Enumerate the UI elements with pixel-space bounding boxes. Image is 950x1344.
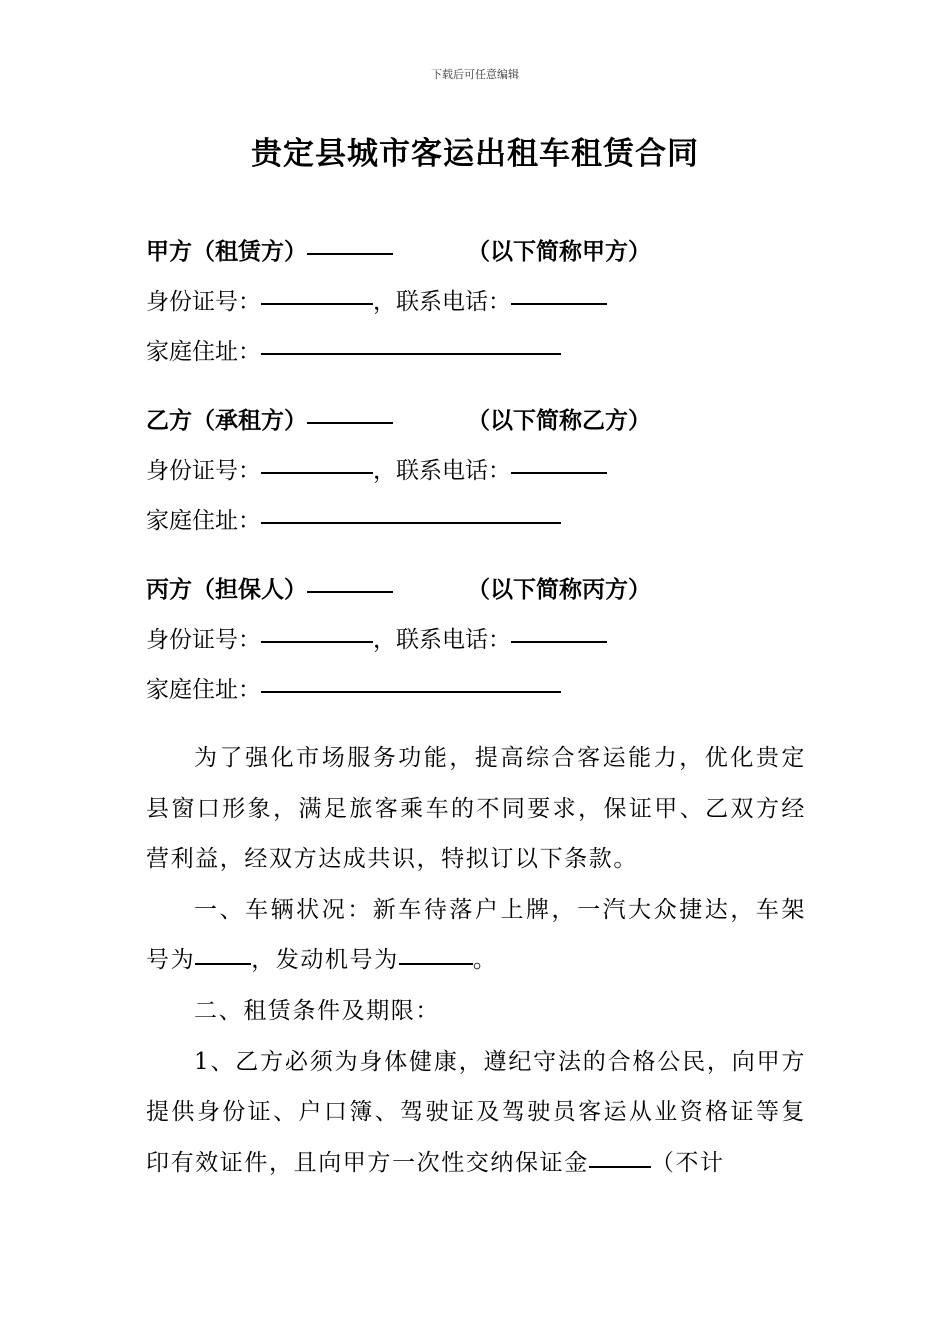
engine-number-blank[interactable] <box>399 933 473 965</box>
party-c-id-line <box>146 611 826 661</box>
party-a-phone-blank[interactable] <box>511 269 607 305</box>
party-c-id-label: 身份证号： <box>146 627 261 653</box>
header-note: 下载后可任意编辑 <box>431 68 519 81</box>
separator: ， <box>373 458 396 484</box>
party-b-heading <box>146 392 826 442</box>
party-c-phone-blank[interactable] <box>511 607 607 643</box>
party-c-id-blank[interactable] <box>261 607 373 643</box>
clause-2-heading: 二、租赁条件及期限： <box>194 997 440 1024</box>
party-c-address-line <box>146 661 826 711</box>
party-a-phone-label: 联系电话： <box>396 289 511 315</box>
intro-paragraph: 为了强化市场服务功能，提高综合客运能力，优化贵定县窗口形象，满足旅客乘车的不同要求，保证甲、乙双方经营利益，经双方达成共识，特拟订以下条款。 <box>146 745 806 873</box>
deposit-blank[interactable] <box>589 1136 651 1168</box>
party-c-address-label: 家庭住址： <box>146 677 261 703</box>
clause-1-text-a: 一、车辆状况：新车待落户上牌，一汽大众捷达，车架号为 <box>146 896 806 974</box>
separator: ， <box>373 627 396 653</box>
party-c-block <box>146 561 826 711</box>
party-b-name-blank[interactable] <box>307 388 393 424</box>
contract-body <box>146 733 806 1188</box>
party-b-id-label: 身份证号： <box>146 458 261 484</box>
clause-2-1-text-a: 1、乙方必须为身体健康，遵纪守法的合格公民，向甲方提供身份证、户口簿、驾驶证及驾驶员客运从业资格证等复印有效证件，且向甲方一次性交纳保证金 <box>146 1048 806 1176</box>
clause-2-1-text-b: （不计 <box>650 1149 725 1176</box>
document-title: 贵定县城市客运出租车租赁合同 <box>251 136 699 172</box>
separator: ， <box>373 289 396 315</box>
party-a-heading <box>146 223 826 273</box>
party-c-address-blank[interactable] <box>261 657 561 693</box>
party-b-address-line <box>146 492 826 542</box>
party-a-address-blank[interactable] <box>261 319 561 355</box>
party-a-id-label: 身份证号： <box>146 289 261 315</box>
party-b-id-blank[interactable] <box>261 438 373 474</box>
party-b-label: 乙方（承租方） <box>146 407 307 434</box>
clause-1-text-b: ，发动机号为 <box>251 947 399 974</box>
party-b-block <box>146 392 826 542</box>
party-b-address-label: 家庭住址： <box>146 508 261 534</box>
party-a-block <box>146 223 826 373</box>
party-a-id-line <box>146 273 826 323</box>
party-b-id-line <box>146 442 826 492</box>
clause-2-1-paragraph <box>146 1037 806 1189</box>
clause-1-text-c: 。 <box>472 947 498 974</box>
party-b-phone-blank[interactable] <box>511 438 607 474</box>
party-c-phone-label: 联系电话： <box>396 627 511 653</box>
party-a-id-blank[interactable] <box>261 269 373 305</box>
party-a-address-line <box>146 323 826 373</box>
party-c-abbr: （以下简称丙方） <box>467 576 651 603</box>
party-c-name-blank[interactable] <box>307 557 393 593</box>
party-c-heading <box>146 561 826 611</box>
clause-1-paragraph <box>146 885 806 986</box>
party-a-address-label: 家庭住址： <box>146 339 261 365</box>
party-a-label: 甲方（租赁方） <box>146 238 307 265</box>
party-a-abbr: （以下简称甲方） <box>467 238 651 265</box>
party-b-abbr: （以下简称乙方） <box>467 407 651 434</box>
party-b-phone-label: 联系电话： <box>396 458 511 484</box>
frame-number-blank[interactable] <box>195 933 251 965</box>
party-b-address-blank[interactable] <box>261 488 561 524</box>
party-c-label: 丙方（担保人） <box>146 576 307 603</box>
party-a-name-blank[interactable] <box>307 219 393 255</box>
